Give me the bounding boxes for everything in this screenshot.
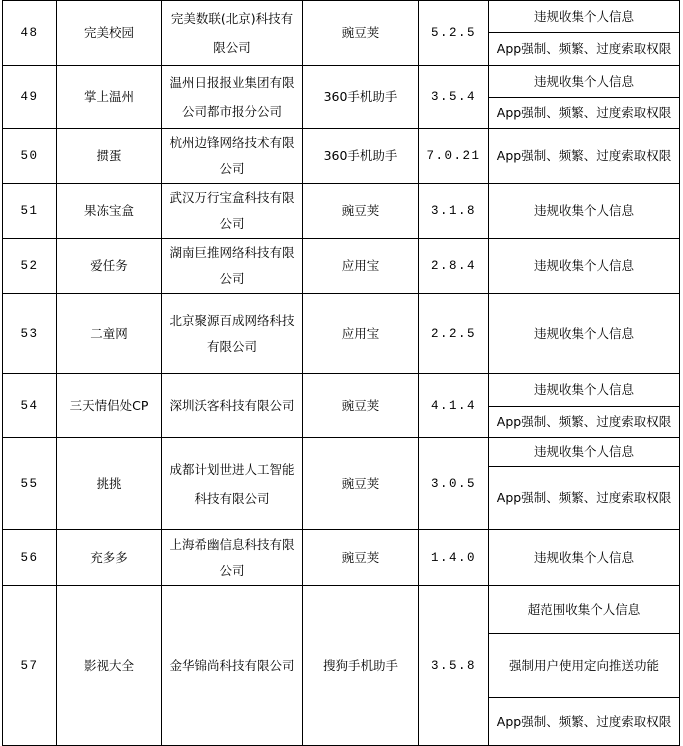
issue: 违规收集个人信息 bbox=[489, 294, 680, 374]
company-name: 湖南巨推网络科技有限公司 bbox=[162, 239, 303, 294]
issue: 违规收集个人信息 bbox=[489, 438, 680, 467]
row-number: 53 bbox=[3, 294, 57, 374]
app-store: 360手机助手 bbox=[303, 129, 419, 184]
app-name: 三天情侣处CP bbox=[57, 374, 162, 438]
app-store: 豌豆荚 bbox=[303, 1, 419, 66]
table-row bbox=[3, 586, 680, 634]
row-number: 54 bbox=[3, 374, 57, 438]
app-name: 果冻宝盒 bbox=[57, 184, 162, 239]
app-name: 影视大全 bbox=[57, 586, 162, 746]
issue: 违规收集个人信息 bbox=[489, 184, 680, 239]
row-number: 50 bbox=[3, 129, 57, 184]
table-row bbox=[3, 66, 680, 98]
table-row bbox=[3, 294, 680, 374]
app-name: 完美校园 bbox=[57, 1, 162, 66]
company-name: 北京聚源百成网络科技有限公司 bbox=[162, 294, 303, 374]
table-row bbox=[3, 438, 680, 467]
issue: 强制用户使用定向推送功能 bbox=[489, 634, 680, 698]
app-store: 豌豆荚 bbox=[303, 438, 419, 530]
company-name: 温州日报报业集团有限公司都市报分公司 bbox=[162, 66, 303, 129]
issue: App强制、频繁、过度索取权限 bbox=[489, 98, 680, 129]
app-store: 应用宝 bbox=[303, 239, 419, 294]
app-name: 掌上温州 bbox=[57, 66, 162, 129]
app-version: 4.1.4 bbox=[419, 374, 489, 438]
app-violation-table bbox=[2, 0, 680, 746]
app-name: 挑挑 bbox=[57, 438, 162, 530]
table-row bbox=[3, 1, 680, 33]
company-name: 杭州边锋网络技术有限公司 bbox=[162, 129, 303, 184]
app-store: 应用宝 bbox=[303, 294, 419, 374]
issue: 违规收集个人信息 bbox=[489, 1, 680, 33]
app-version: 7.0.21 bbox=[419, 129, 489, 184]
company-name: 金华锦尚科技有限公司 bbox=[162, 586, 303, 746]
row-number: 56 bbox=[3, 530, 57, 586]
app-store: 搜狗手机助手 bbox=[303, 586, 419, 746]
app-store: 豌豆荚 bbox=[303, 374, 419, 438]
app-version: 3.0.5 bbox=[419, 438, 489, 530]
app-name: 充多多 bbox=[57, 530, 162, 586]
row-number: 57 bbox=[3, 586, 57, 746]
app-version: 2.2.5 bbox=[419, 294, 489, 374]
issue: App强制、频繁、过度索取权限 bbox=[489, 129, 680, 184]
app-store: 豌豆荚 bbox=[303, 530, 419, 586]
row-number: 55 bbox=[3, 438, 57, 530]
issue: 违规收集个人信息 bbox=[489, 530, 680, 586]
company-name: 深圳沃客科技有限公司 bbox=[162, 374, 303, 438]
row-number: 48 bbox=[3, 1, 57, 66]
row-number: 51 bbox=[3, 184, 57, 239]
issue: 超范围收集个人信息 bbox=[489, 586, 680, 634]
company-name: 完美数联(北京)科技有限公司 bbox=[162, 1, 303, 66]
app-version: 3.5.4 bbox=[419, 66, 489, 129]
row-number: 52 bbox=[3, 239, 57, 294]
table-row bbox=[3, 129, 680, 184]
app-version: 3.1.8 bbox=[419, 184, 489, 239]
company-name: 上海希幽信息科技有限公司 bbox=[162, 530, 303, 586]
company-name: 成都计划世进人工智能科技有限公司 bbox=[162, 438, 303, 530]
app-store: 豌豆荚 bbox=[303, 184, 419, 239]
app-version: 3.5.8 bbox=[419, 586, 489, 746]
table-row bbox=[3, 239, 680, 294]
issue: 违规收集个人信息 bbox=[489, 66, 680, 98]
issue: App强制、频繁、过度索取权限 bbox=[489, 33, 680, 66]
issue: App强制、频繁、过度索取权限 bbox=[489, 407, 680, 438]
table-row bbox=[3, 184, 680, 239]
issue: App强制、频繁、过度索取权限 bbox=[489, 467, 680, 530]
issue: App强制、频繁、过度索取权限 bbox=[489, 698, 680, 746]
issue: 违规收集个人信息 bbox=[489, 239, 680, 294]
table-row bbox=[3, 530, 680, 586]
app-version: 1.4.0 bbox=[419, 530, 489, 586]
app-version: 5.2.5 bbox=[419, 1, 489, 66]
row-number: 49 bbox=[3, 66, 57, 129]
company-name: 武汉万行宝盒科技有限公司 bbox=[162, 184, 303, 239]
table-row bbox=[3, 374, 680, 407]
app-name: 爱任务 bbox=[57, 239, 162, 294]
app-name: 二童网 bbox=[57, 294, 162, 374]
issue: 违规收集个人信息 bbox=[489, 374, 680, 407]
app-store: 360手机助手 bbox=[303, 66, 419, 129]
app-name: 掼蛋 bbox=[57, 129, 162, 184]
app-version: 2.8.4 bbox=[419, 239, 489, 294]
